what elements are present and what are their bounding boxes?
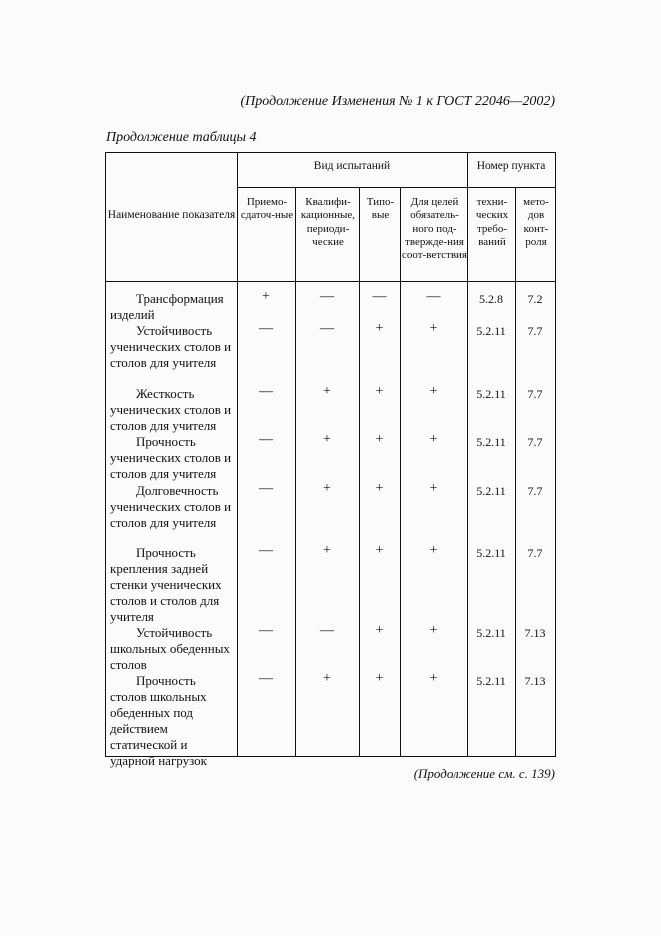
ctrl-clause: 7.13 — [524, 674, 546, 688]
mark: + — [375, 384, 384, 399]
continuation-header: (Продолжение Изменения № 1 к ГОСТ 22046—2002) — [240, 94, 555, 109]
req-clause: 5.2.11 — [476, 324, 506, 338]
row-name: Прочность столов школьных обеденных под действием статической и ударной нагрузок — [110, 673, 207, 768]
mark: + — [323, 543, 331, 558]
mark: + — [375, 481, 384, 496]
req-clause: 5.2.11 — [476, 387, 506, 401]
row-name: Устойчивость ученических столов и столов для учителя — [110, 323, 232, 370]
ctrl-clause: 7.2 — [527, 292, 543, 306]
ctrl-clause: 7.13 — [524, 626, 546, 640]
ctrl-clause: 7.7 — [527, 546, 543, 560]
row-name: Жесткость ученических столов и столов для учителя — [110, 386, 232, 433]
req-clause: 5.2.11 — [476, 484, 506, 498]
row-name: Устойчивость школьных обеденных столов — [110, 625, 230, 672]
subheader-control-methods: мето-дов конт-роля — [523, 196, 549, 248]
mark: — — [259, 432, 273, 447]
req-clause: 5.2.11 — [476, 674, 506, 688]
mark: + — [323, 432, 331, 447]
mark: + — [429, 384, 438, 399]
col-divider — [515, 187, 516, 756]
header-divider — [237, 187, 555, 188]
subheader-type: Типо-вые — [366, 196, 395, 222]
mark: + — [429, 623, 438, 638]
mark: — — [259, 481, 273, 496]
mark: — — [320, 623, 334, 638]
mark: + — [429, 671, 438, 686]
mark: — — [259, 623, 273, 638]
mark: + — [429, 543, 438, 558]
continuation-footer: (Продолжение см. с. 139) — [413, 766, 555, 781]
group-header-number: Номер пункта — [476, 160, 546, 172]
row-name: Долговечность ученических столов и столов для учителя — [110, 483, 232, 530]
group-header-tests: Вид испытаний — [313, 160, 391, 172]
mark: — — [320, 289, 334, 304]
column-header-name: Наименование показателя — [107, 209, 236, 221]
subheader-qualification: Квалифи-кационные, периоди-ческие — [300, 196, 356, 248]
header-bottom-line — [106, 281, 555, 282]
table-caption: Продолжение таблицы 4 — [106, 130, 257, 145]
mark: + — [262, 289, 270, 304]
ctrl-clause: 7.7 — [527, 484, 543, 498]
mark: — — [259, 384, 273, 399]
ctrl-clause: 7.7 — [527, 387, 543, 401]
subheader-certification: Для целей обязатель-ного под-твержде-ния соот-ветствия — [402, 196, 467, 262]
req-clause: 5.2.8 — [479, 292, 503, 306]
subheader-requirements: техни-ческих требо-ваний — [475, 196, 509, 248]
col-divider — [237, 153, 238, 756]
ctrl-clause: 7.7 — [527, 324, 543, 338]
mark: — — [320, 321, 334, 336]
mark: + — [429, 481, 438, 496]
ctrl-clause: 7.7 — [527, 435, 543, 449]
mark: — — [426, 289, 441, 304]
subheader-acceptance: Приемо-сдаточ-ные — [240, 196, 294, 222]
mark: — — [259, 543, 273, 558]
mark: — — [259, 321, 273, 336]
mark: + — [429, 321, 438, 336]
row-name: Трансформация изделий — [110, 291, 224, 322]
mark: + — [375, 623, 384, 638]
row-name: Прочность ученических столов и столов для учителя — [110, 434, 232, 481]
mark: + — [375, 671, 384, 686]
col-divider — [467, 153, 468, 756]
data-table — [105, 152, 556, 768]
mark: + — [323, 481, 331, 496]
req-clause: 5.2.11 — [476, 626, 506, 640]
mark: + — [375, 432, 384, 447]
row-name: Прочность крепления задней стенки ученических столов и столов для учителя — [110, 545, 222, 624]
req-clause: 5.2.11 — [476, 546, 506, 560]
mark: + — [323, 671, 331, 686]
mark: — — [372, 289, 387, 304]
mark: — — [259, 671, 273, 686]
mark: + — [323, 384, 331, 399]
mark: + — [429, 432, 438, 447]
mark: + — [375, 543, 384, 558]
mark: + — [375, 321, 384, 336]
req-clause: 5.2.11 — [476, 435, 506, 449]
